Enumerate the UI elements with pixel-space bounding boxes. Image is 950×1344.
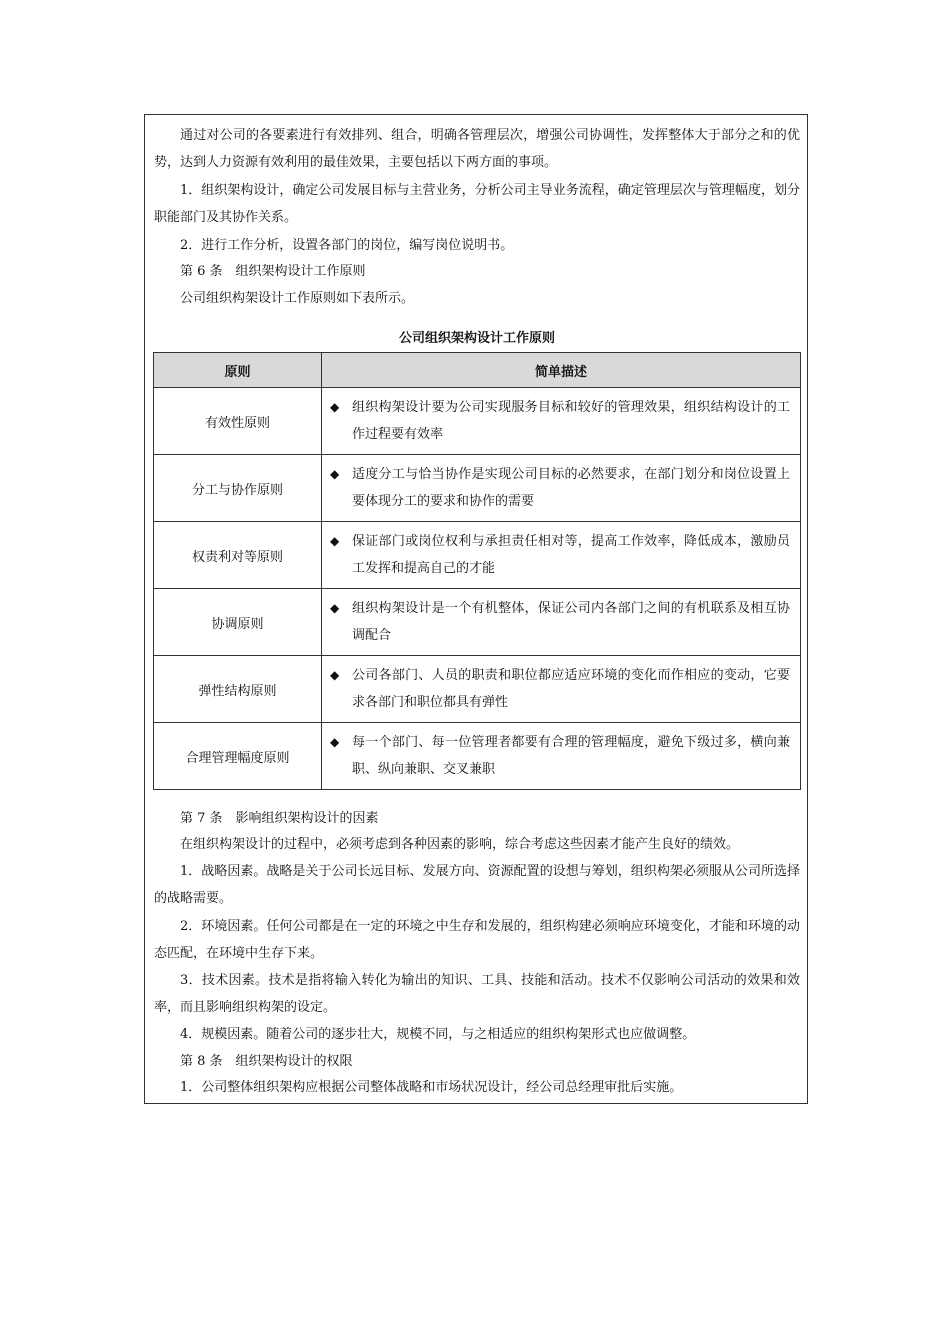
principle-description: 保证部门或岗位权利与承担责任相对等，提高工作效率，降低成本，激励员工发挥和提高自己的才能: [352, 534, 790, 576]
intro-item-1: 1．组织架构设计，确定公司发展目标与主营业务，分析公司主导业务流程，确定管理层次与管理幅度，划分职能部门及其协作关系。: [154, 183, 800, 225]
table-row: [154, 388, 801, 455]
diamond-bullet-icon: ◆: [330, 534, 340, 548]
diamond-bullet-icon: ◆: [330, 601, 340, 615]
principle-name: 有效性原则: [154, 388, 322, 455]
table-row: [154, 589, 801, 656]
principle-description-cell: [322, 723, 801, 790]
principle-description-cell: [322, 388, 801, 455]
principle-name: 协调原则: [154, 589, 322, 656]
principle-description: 公司各部门、人员的职责和职位都应适应环境的变化而作相应的变动，它要求各部门和职位都具有弹性: [352, 668, 790, 710]
column-header-description: 简单描述: [322, 353, 801, 388]
factor-strategy: 1．战略因素。战略是关于公司长远目标、发展方向、资源配置的设想与筹划，组织构架必须服从公司所选择的战略需要。: [154, 864, 800, 906]
diamond-bullet-icon: ◆: [330, 668, 340, 682]
column-header-principle: 原则: [154, 353, 322, 388]
article-6-heading: 第 6 条 组织架构设计工作原则: [180, 264, 366, 279]
table-row: [154, 723, 801, 790]
intro-paragraph: 通过对公司的各要素进行有效排列、组合，明确各管理层次，增强公司协调性，发挥整体大于部分之和的优势，达到人力资源有效利用的最佳效果，主要包括以下两方面的事项。: [154, 128, 800, 170]
table-row: [154, 455, 801, 522]
principle-description: 适度分工与恰当协作是实现公司目标的必然要求，在部门划分和岗位设置上要体现分工的要求和协作的需要: [352, 467, 790, 509]
factor-technology: 3．技术因素。技术是指将输入转化为输出的知识、工具、技能和活动。技术不仅影响公司活动的效果和效率，而且影响组织构架的设定。: [154, 973, 800, 1015]
article-7-text: 在组织构架设计的过程中，必须考虑到各种因素的影响，综合考虑这些因素才能产生良好的绩效。: [180, 837, 740, 852]
principle-name: 合理管理幅度原则: [154, 723, 322, 790]
principle-description: 组织构架设计是一个有机整体，保证公司内各部门之间的有机联系及相互协调配合: [352, 601, 790, 643]
diamond-bullet-icon: ◆: [330, 735, 340, 749]
principle-description: 每一个部门、每一位管理者都要有合理的管理幅度，避免下级过多，横向兼职、纵向兼职、交叉兼职: [352, 735, 790, 777]
principle-description-cell: [322, 522, 801, 589]
principle-description-cell: [322, 656, 801, 723]
diamond-bullet-icon: ◆: [330, 467, 340, 481]
article-6-text: 公司组织构架设计工作原则如下表所示。: [180, 291, 415, 306]
table-row: [154, 656, 801, 723]
factor-environment: 2．环境因素。任何公司都是在一定的环境之中生存和发展的，组织构建必须响应环境变化，才能和环境的动态匹配，在环境中生存下来。: [154, 919, 800, 961]
factor-scale: 4．规模因素。随着公司的逐步壮大，规模不同，与之相适应的组织构架形式也应做调整。: [180, 1027, 696, 1042]
principle-description-cell: [322, 455, 801, 522]
table-row: [154, 522, 801, 589]
principle-name: 分工与协作原则: [154, 455, 322, 522]
table-header-row: [154, 353, 801, 388]
diamond-bullet-icon: ◆: [330, 400, 340, 414]
principle-description: 组织构架设计要为公司实现服务目标和较好的管理效果，组织结构设计的工作过程要有效率: [352, 400, 790, 442]
table-title: 公司组织架构设计工作原则: [398, 331, 555, 346]
principle-description-cell: [322, 589, 801, 656]
principles-table: [153, 352, 801, 790]
principle-name: 弹性结构原则: [154, 656, 322, 723]
article-8-item-1: 1．公司整体组织架构应根据公司整体战略和市场状况设计，经公司总经理审批后实施。: [180, 1080, 683, 1095]
principle-name: 权责利对等原则: [154, 522, 322, 589]
article-8-heading: 第 8 条 组织架构设计的权限: [180, 1054, 353, 1069]
intro-item-2: 2．进行工作分析，设置各部门的岗位，编写岗位说明书。: [180, 238, 514, 253]
article-7-heading: 第 7 条 影响组织架构设计的因素: [180, 811, 379, 826]
